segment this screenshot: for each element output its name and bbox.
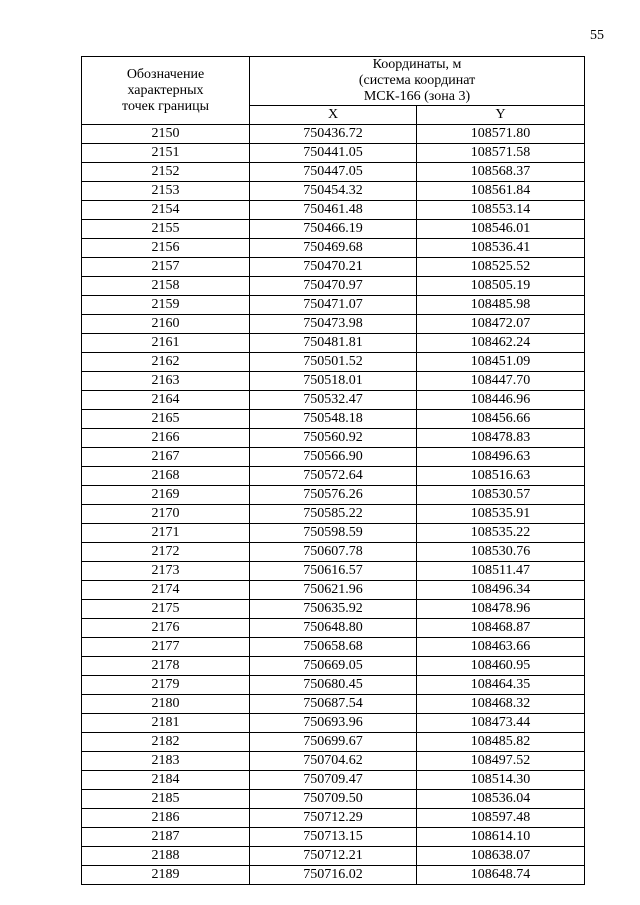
y-coordinate-cell: 108536.41 (417, 239, 585, 258)
x-coordinate-cell: 750454.32 (250, 182, 417, 201)
point-cell: 2150 (82, 125, 250, 144)
x-coordinate-cell: 750469.68 (250, 239, 417, 258)
y-coordinate-cell: 108568.37 (417, 163, 585, 182)
x-coordinate-cell: 750585.22 (250, 505, 417, 524)
y-coordinate-cell: 108571.58 (417, 144, 585, 163)
y-coordinate-cell: 108535.91 (417, 505, 585, 524)
point-cell: 2176 (82, 619, 250, 638)
point-cell: 2151 (82, 144, 250, 163)
table-row (82, 733, 585, 752)
x-coordinate-cell: 750669.05 (250, 657, 417, 676)
table-row (82, 201, 585, 220)
table-body (82, 125, 585, 885)
x-coordinate-cell: 750635.92 (250, 600, 417, 619)
y-coordinate-cell: 108468.32 (417, 695, 585, 714)
point-cell: 2157 (82, 258, 250, 277)
y-coordinate-cell: 108478.83 (417, 429, 585, 448)
y-coordinate-cell: 108530.76 (417, 543, 585, 562)
table-row (82, 467, 585, 486)
x-coordinate-cell: 750693.96 (250, 714, 417, 733)
x-coordinate-cell: 750699.67 (250, 733, 417, 752)
point-cell: 2170 (82, 505, 250, 524)
y-coordinate-cell: 108478.96 (417, 600, 585, 619)
table-row (82, 581, 585, 600)
x-coordinate-cell: 750607.78 (250, 543, 417, 562)
header-designation-line-3: точек границы (122, 98, 209, 114)
x-coordinate-cell: 750532.47 (250, 391, 417, 410)
y-coordinate-cell: 108571.80 (417, 125, 585, 144)
point-cell: 2156 (82, 239, 250, 258)
point-cell: 2169 (82, 486, 250, 505)
point-cell: 2187 (82, 828, 250, 847)
point-cell: 2159 (82, 296, 250, 315)
y-coordinate-cell: 108648.74 (417, 866, 585, 885)
table-row (82, 486, 585, 505)
point-cell: 2185 (82, 790, 250, 809)
point-cell: 2175 (82, 600, 250, 619)
x-coordinate-cell: 750441.05 (250, 144, 417, 163)
table-row (82, 638, 585, 657)
y-coordinate-cell: 108485.98 (417, 296, 585, 315)
x-coordinate-cell: 750709.47 (250, 771, 417, 790)
point-cell: 2152 (82, 163, 250, 182)
x-coordinate-cell: 750501.52 (250, 353, 417, 372)
point-cell: 2164 (82, 391, 250, 410)
point-cell: 2155 (82, 220, 250, 239)
x-coordinate-cell: 750658.68 (250, 638, 417, 657)
x-coordinate-cell: 750466.19 (250, 220, 417, 239)
x-coordinate-cell: 750436.72 (250, 125, 417, 144)
x-coordinate-cell: 750704.62 (250, 752, 417, 771)
table-row (82, 695, 585, 714)
table-row (82, 410, 585, 429)
table-row (82, 144, 585, 163)
point-cell: 2154 (82, 201, 250, 220)
x-coordinate-cell: 750447.05 (250, 163, 417, 182)
coordinates-table (81, 56, 585, 885)
y-coordinate-cell: 108497.52 (417, 752, 585, 771)
header-coordinates-line-2: (система координат (358, 73, 476, 88)
table-row (82, 125, 585, 144)
table-row (82, 752, 585, 771)
table-row (82, 163, 585, 182)
y-coordinate-cell: 108460.95 (417, 657, 585, 676)
table-row (82, 239, 585, 258)
x-coordinate-cell: 750566.90 (250, 448, 417, 467)
table-row (82, 448, 585, 467)
table-row (82, 828, 585, 847)
point-cell: 2167 (82, 448, 250, 467)
x-coordinate-cell: 750716.02 (250, 866, 417, 885)
table-row (82, 809, 585, 828)
point-cell: 2160 (82, 315, 250, 334)
x-coordinate-cell: 750518.01 (250, 372, 417, 391)
point-cell: 2179 (82, 676, 250, 695)
y-coordinate-cell: 108473.44 (417, 714, 585, 733)
point-cell: 2174 (82, 581, 250, 600)
x-coordinate-cell: 750687.54 (250, 695, 417, 714)
x-coordinate-cell: 750548.18 (250, 410, 417, 429)
x-coordinate-cell: 750576.26 (250, 486, 417, 505)
table-row (82, 847, 585, 866)
x-coordinate-cell: 750648.80 (250, 619, 417, 638)
y-coordinate-cell: 108464.35 (417, 676, 585, 695)
table-row (82, 182, 585, 201)
y-coordinate-cell: 108536.04 (417, 790, 585, 809)
header-coordinates-line-1: Координаты, м (372, 57, 462, 72)
x-coordinate-cell: 750712.29 (250, 809, 417, 828)
table-row (82, 220, 585, 239)
y-coordinate-cell: 108553.14 (417, 201, 585, 220)
point-cell: 2173 (82, 562, 250, 581)
x-coordinate-cell: 750473.98 (250, 315, 417, 334)
x-coordinate-cell: 750471.07 (250, 296, 417, 315)
header-y: Y (417, 106, 585, 125)
header-x: X (250, 106, 417, 125)
table-row (82, 258, 585, 277)
y-coordinate-cell: 108505.19 (417, 277, 585, 296)
point-cell: 2183 (82, 752, 250, 771)
table-row (82, 657, 585, 676)
table-row (82, 771, 585, 790)
point-cell: 2168 (82, 467, 250, 486)
header-point-designation (82, 57, 250, 125)
table-row (82, 391, 585, 410)
point-cell: 2177 (82, 638, 250, 657)
y-coordinate-cell: 108546.01 (417, 220, 585, 239)
table-row (82, 334, 585, 353)
x-coordinate-cell: 750713.15 (250, 828, 417, 847)
table-row (82, 524, 585, 543)
point-cell: 2171 (82, 524, 250, 543)
x-coordinate-cell: 750680.45 (250, 676, 417, 695)
y-coordinate-cell: 108511.47 (417, 562, 585, 581)
x-coordinate-cell: 750598.59 (250, 524, 417, 543)
x-coordinate-cell: 750481.81 (250, 334, 417, 353)
y-coordinate-cell: 108463.66 (417, 638, 585, 657)
table-row (82, 562, 585, 581)
x-coordinate-cell: 750712.21 (250, 847, 417, 866)
point-cell: 2161 (82, 334, 250, 353)
y-coordinate-cell: 108462.24 (417, 334, 585, 353)
point-cell: 2163 (82, 372, 250, 391)
point-cell: 2184 (82, 771, 250, 790)
y-coordinate-cell: 108597.48 (417, 809, 585, 828)
point-cell: 2180 (82, 695, 250, 714)
table-row (82, 714, 585, 733)
y-coordinate-cell: 108496.63 (417, 448, 585, 467)
table-row (82, 600, 585, 619)
point-cell: 2158 (82, 277, 250, 296)
y-coordinate-cell: 108530.57 (417, 486, 585, 505)
y-coordinate-cell: 108535.22 (417, 524, 585, 543)
table-header-row (82, 57, 585, 106)
header-coordinates (250, 57, 585, 106)
page-number: 55 (590, 28, 604, 43)
y-coordinate-cell: 108614.10 (417, 828, 585, 847)
table-row (82, 315, 585, 334)
y-coordinate-cell: 108496.34 (417, 581, 585, 600)
point-cell: 2189 (82, 866, 250, 885)
y-coordinate-cell: 108638.07 (417, 847, 585, 866)
point-cell: 2186 (82, 809, 250, 828)
x-coordinate-cell: 750621.96 (250, 581, 417, 600)
point-cell: 2182 (82, 733, 250, 752)
point-cell: 2178 (82, 657, 250, 676)
x-coordinate-cell: 750470.97 (250, 277, 417, 296)
point-cell: 2166 (82, 429, 250, 448)
x-coordinate-cell: 750616.57 (250, 562, 417, 581)
point-cell: 2172 (82, 543, 250, 562)
y-coordinate-cell: 108446.96 (417, 391, 585, 410)
y-coordinate-cell: 108472.07 (417, 315, 585, 334)
point-cell: 2165 (82, 410, 250, 429)
x-coordinate-cell: 750572.64 (250, 467, 417, 486)
x-coordinate-cell: 750560.92 (250, 429, 417, 448)
table-row (82, 866, 585, 885)
y-coordinate-cell: 108456.66 (417, 410, 585, 429)
y-coordinate-cell: 108451.09 (417, 353, 585, 372)
header-coordinates-line-3: МСК-166 (зона 3) (363, 89, 471, 104)
table-row (82, 429, 585, 448)
x-coordinate-cell: 750470.21 (250, 258, 417, 277)
y-coordinate-cell: 108447.70 (417, 372, 585, 391)
y-coordinate-cell: 108561.84 (417, 182, 585, 201)
point-cell: 2162 (82, 353, 250, 372)
table-row (82, 277, 585, 296)
table-row (82, 676, 585, 695)
table-row (82, 353, 585, 372)
table-row (82, 543, 585, 562)
table-row (82, 372, 585, 391)
point-cell: 2188 (82, 847, 250, 866)
y-coordinate-cell: 108485.82 (417, 733, 585, 752)
y-coordinate-cell: 108514.30 (417, 771, 585, 790)
point-cell: 2153 (82, 182, 250, 201)
header-designation-line-1: Обозначение (126, 66, 205, 82)
y-coordinate-cell: 108516.63 (417, 467, 585, 486)
x-coordinate-cell: 750461.48 (250, 201, 417, 220)
table-row (82, 505, 585, 524)
table-row (82, 619, 585, 638)
y-coordinate-cell: 108468.87 (417, 619, 585, 638)
table-row (82, 296, 585, 315)
y-coordinate-cell: 108525.52 (417, 258, 585, 277)
header-designation-line-2: характерных (127, 82, 204, 98)
x-coordinate-cell: 750709.50 (250, 790, 417, 809)
point-cell: 2181 (82, 714, 250, 733)
table-row (82, 790, 585, 809)
